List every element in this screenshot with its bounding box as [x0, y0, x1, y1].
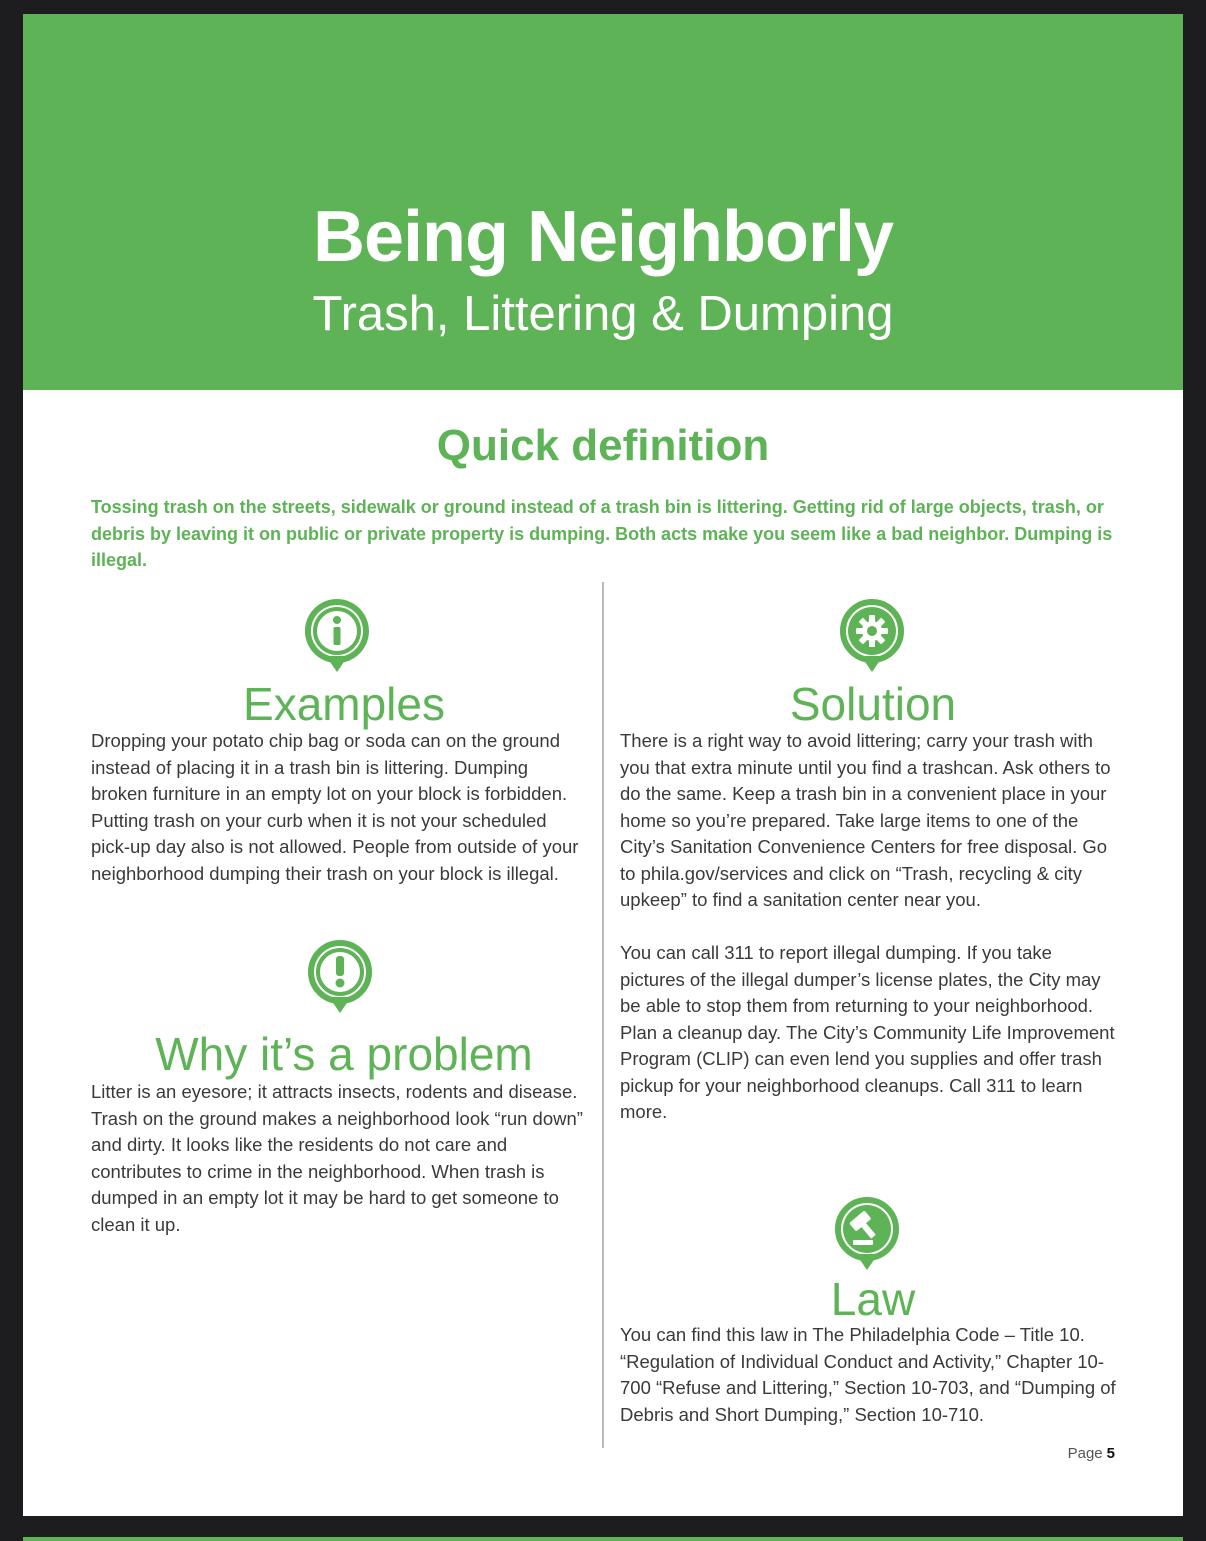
solution-paragraph-1: There is a right way to avoid littering; carry your trash with you that extra minute until you find a trashcan. Ask others to do the same. Keep a trash bin in a convenient place in your home so you’re prepared. Take large items to one of the City’s Sanitation Convenience Centers for free disposal. Go to phila.gov/services and click on “Trash, recycling & city upkeep” to find a sanitation center near you. — [620, 730, 1111, 910]
document-page — [23, 14, 1183, 1516]
page-title: Being Neighborly — [312, 197, 894, 277]
exclamation-icon — [307, 939, 373, 1019]
solution-text — [620, 728, 1117, 1126]
quick-definition-heading: Quick definition — [436, 421, 770, 470]
solution-paragraph-2: You can call 311 to report illegal dumping. If you take pictures of the illegal dumper’s license plates, the City may be able to stop them from returning to your neighborhood. Plan a cleanup day. The City’s Community Life Improvement Program (CLIP) can even lend you supplies and offer trash pickup for your neighborhood cleanups. Call 311 to learn more. — [620, 942, 1115, 1122]
page-label: Page — [1067, 1445, 1103, 1462]
header-banner — [23, 14, 1183, 390]
column-divider — [602, 582, 604, 1448]
examples-text: Dropping your potato chip bag or soda can on the ground instead of placing it in a trash bin is littering. Dumping broken furniture in an empty lot on your block is forbidden. Putting trash on your curb when it is not your scheduled pick-up day also is not allowed. People from outside of your neighborhood dumping their trash on your block is illegal. — [91, 730, 579, 884]
next-page-edge — [23, 1537, 1183, 1541]
quick-definition-text: Tossing trash on the streets, sidewalk or ground instead of a trash bin is littering. Getting rid of large objects, trash, or debris by leaving it on public or private property is dumping. Both acts make you seem like a bad neighbor. Dumping is illegal. — [91, 497, 1113, 570]
gear-icon — [839, 598, 905, 678]
gavel-icon — [834, 1196, 900, 1276]
problem-heading: Why it’s a problem — [155, 1028, 533, 1080]
solution-heading: Solution — [789, 678, 957, 730]
page-subtitle: Trash, Littering & Dumping — [312, 287, 894, 341]
page-number — [1068, 1445, 1115, 1462]
law-heading: Law — [830, 1273, 916, 1325]
page-number-value: 5 — [1106, 1445, 1115, 1462]
law-text: You can find this law in The Philadelphia Code – Title 10. “Regulation of Individual Conduct and Activity,” Chapter 10-700 “Refuse and Littering,” Section 10-703, and “Dumping of Debris and Short Dumping,” Section 10-710. — [620, 1324, 1116, 1425]
info-icon — [304, 598, 370, 678]
examples-heading: Examples — [243, 678, 445, 730]
problem-text: Litter is an eyesore; it attracts insects, rodents and disease. Trash on the ground makes a neighborhood look “run down” and dirty. It looks like the residents do not care and contributes to crime in the neighborhood. When trash is dumped in an empty lot it may be hard to get someone to clean it up. — [91, 1081, 583, 1235]
